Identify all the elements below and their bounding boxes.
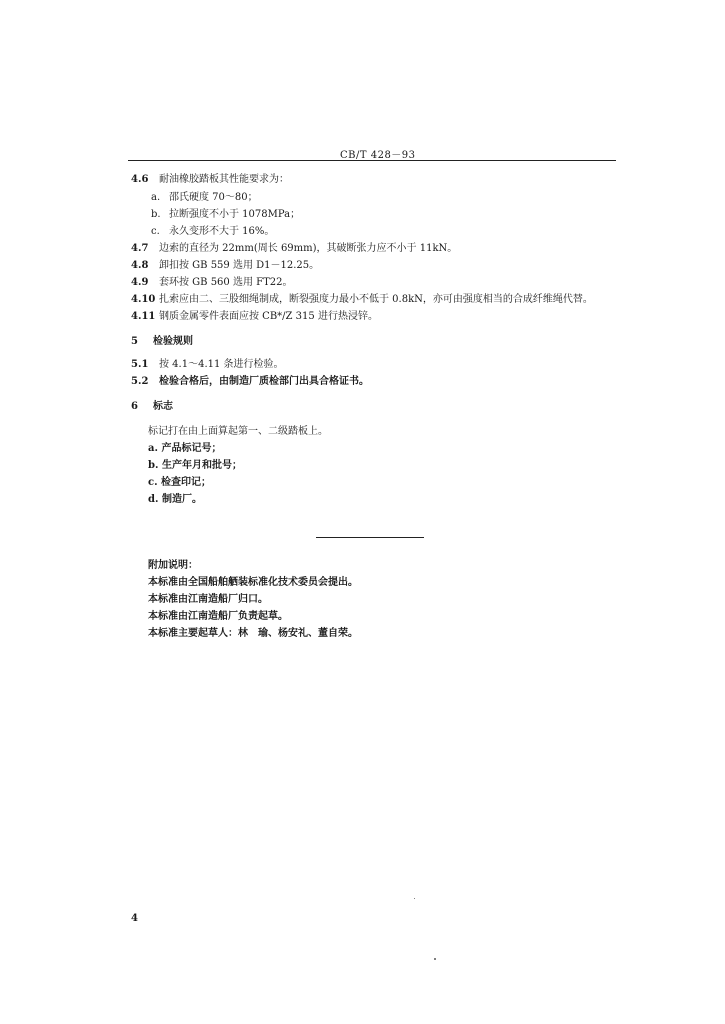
end-divider (316, 537, 424, 538)
section-number: 5 (131, 336, 138, 347)
clause-4-6-b (151, 209, 300, 221)
sub-item-letter: b. (151, 209, 161, 220)
clause-text: 按 4.1～4.11 条进行检验。 (159, 359, 284, 370)
section-6-heading (131, 401, 173, 413)
sub-item-text: 邵氏硬度 70～80； (169, 192, 258, 203)
header-rule (128, 160, 616, 161)
clause-4-9 (131, 277, 292, 289)
marking-item-c: c. 检查印记； (148, 477, 212, 488)
standard-code: CB/T 428－93 (340, 150, 416, 161)
clause-number: 4.7 (131, 243, 149, 254)
marking-intro: 标记打在由上面算起第一、二级踏板上。 (148, 426, 328, 437)
clause-number: 4.6 (131, 174, 149, 185)
clause-number: 4.9 (131, 277, 149, 288)
clause-5-1 (131, 359, 284, 371)
section-number: 6 (131, 401, 138, 412)
clause-text: 检验合格后，由制造厂质检部门出具合格证书。 (159, 376, 369, 387)
clause-number: 4.8 (131, 260, 149, 271)
appendix-title: 附加说明： (148, 560, 198, 571)
clause-text: 耐油橡胶踏板其性能要求为： (159, 174, 289, 185)
appendix-line: 本标准由江南造船厂归口。 (148, 594, 268, 605)
page-number: 4 (131, 913, 138, 924)
clause-text: 扎索应由二、三股细绳制成，断裂强度力最小不低于 0.8kN，亦可由强度相当的合成纤维绳代替。 (159, 294, 593, 305)
clause-text: 卸扣按 GB 559 选用 D1－12.25。 (159, 260, 320, 271)
clause-text: 套环按 GB 560 选用 FT22。 (159, 277, 293, 288)
clause-number: 4.10 (131, 294, 156, 305)
appendix-line: 本标准由江南造船厂负责起草。 (148, 611, 288, 622)
scan-speck (434, 958, 436, 960)
marking-item-b: b. 生产年月和批号； (148, 460, 242, 471)
clause-text: 钢质金属零件表面应按 CB*/Z 315 进行热浸锌。 (159, 311, 378, 322)
section-title: 标志 (153, 401, 173, 412)
clause-4-6 (131, 174, 289, 186)
marking-item-d: d. 制造厂。 (148, 494, 202, 505)
sub-item-text: 拉断强度不小于 1078MPa； (169, 209, 301, 220)
clause-4-10 (131, 294, 593, 306)
appendix-line: 本标准由全国船舶舾装标准化技术委员会提出。 (148, 577, 358, 588)
section-title: 检验规则 (153, 336, 193, 347)
clause-4-8 (131, 260, 319, 272)
scan-speck (414, 898, 415, 899)
sub-item-text: 永久变形不大于 16%。 (169, 226, 275, 237)
sub-item-letter: c. (151, 226, 160, 237)
clause-4-11 (131, 311, 378, 323)
clause-5-2 (131, 376, 369, 388)
clause-4-6-c (151, 226, 274, 238)
appendix-line: 本标准主要起草人：林 瑜、杨安礼、董自荣。 (148, 628, 358, 639)
clause-number: 4.11 (131, 311, 156, 322)
clause-4-7 (131, 243, 457, 255)
marking-item-a: a. 产品标记号； (148, 443, 222, 454)
clause-number: 5.1 (131, 359, 149, 370)
clause-number: 5.2 (131, 376, 149, 387)
clause-4-6-a (151, 192, 258, 204)
section-5-heading (131, 336, 193, 348)
sub-item-letter: a. (151, 192, 161, 203)
clause-text: 边索的直径为 22mm(周长 69mm)，其破断张力应不小于 11kN。 (159, 243, 458, 254)
